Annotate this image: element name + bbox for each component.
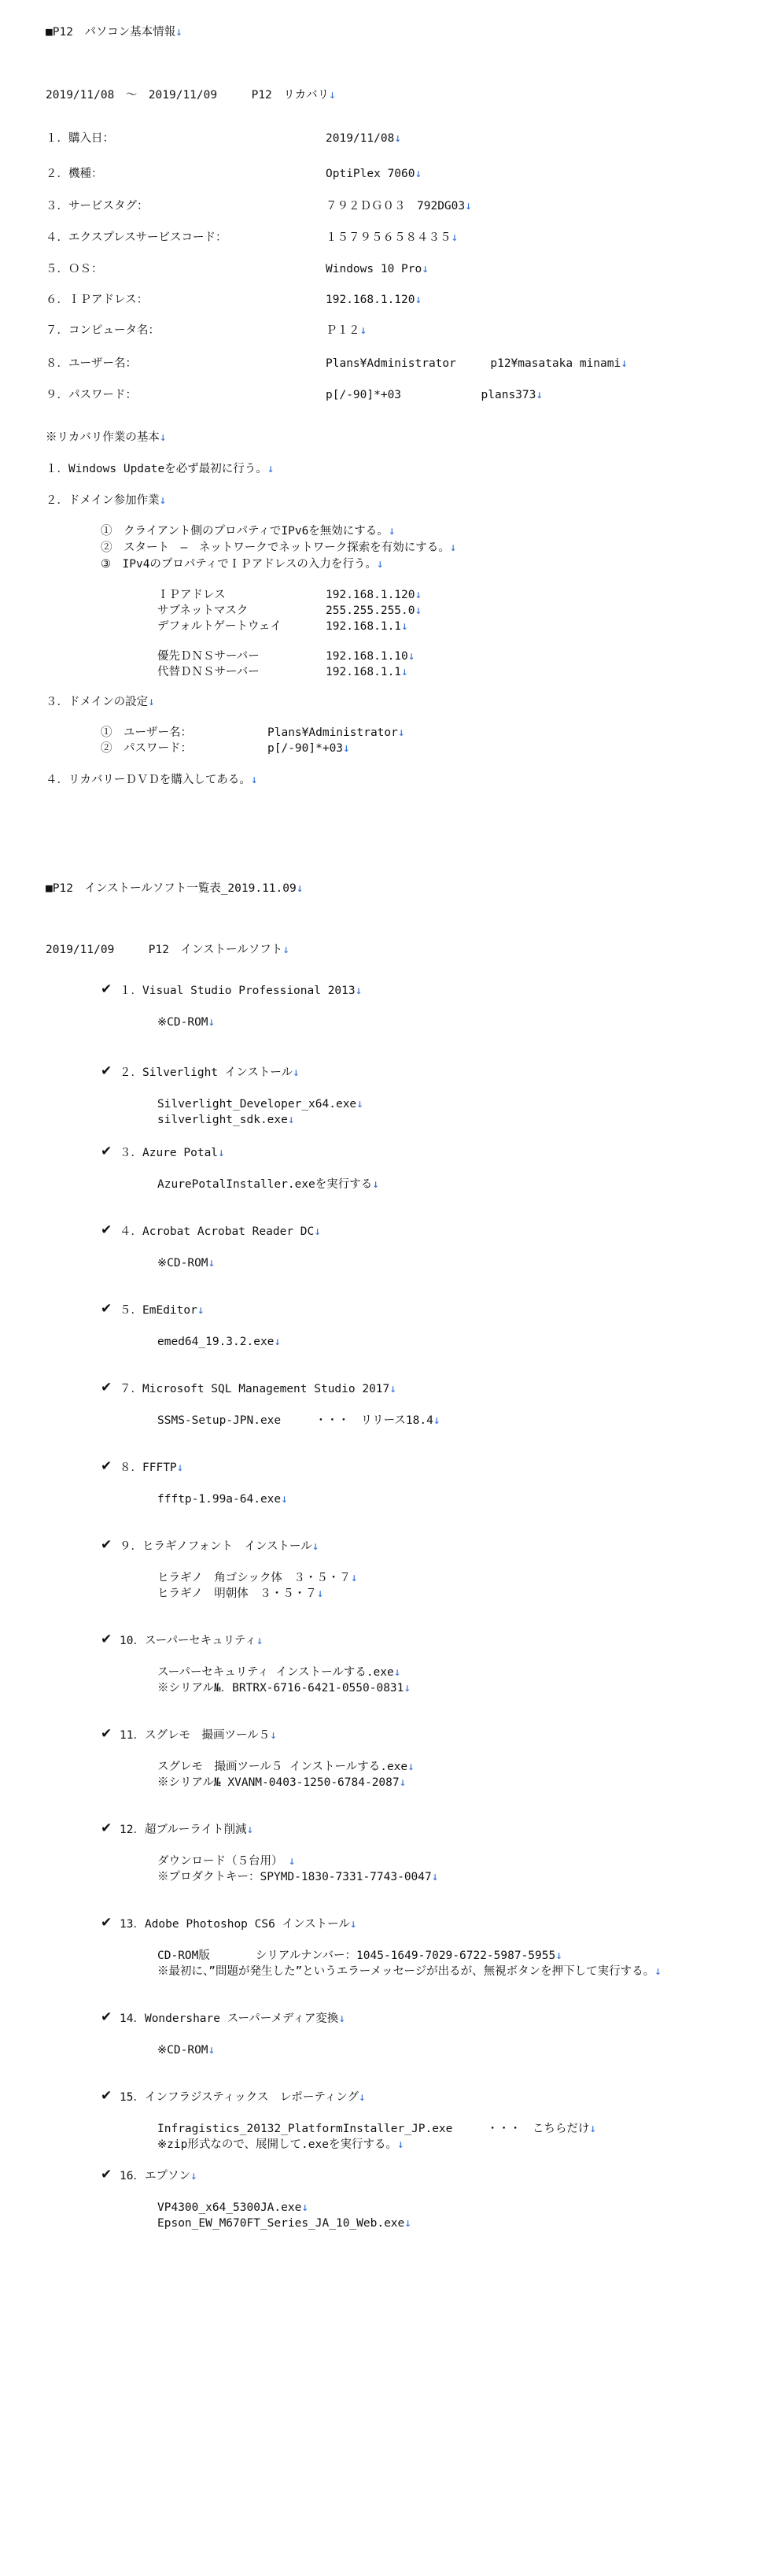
paragraph-return-mark-icon: ↓ xyxy=(350,1572,358,1584)
spec-label-text: ２．機種： xyxy=(46,168,103,180)
paragraph-return-mark-icon: ↓ xyxy=(431,1871,439,1883)
software-item-title xyxy=(120,1146,225,1160)
network-value xyxy=(326,619,408,634)
software-item-detail xyxy=(157,2216,411,2230)
spec-value-text: ７９２ＤＧ０３ 792DG03 xyxy=(326,200,466,213)
recovery-step-4 xyxy=(46,773,258,787)
paragraph-return-mark-icon: ↓ xyxy=(376,558,384,571)
paragraph-return-mark-icon: ↓ xyxy=(404,2217,412,2230)
paragraph-return-mark-icon: ↓ xyxy=(393,1666,401,1679)
paragraph-return-mark-icon: ↓ xyxy=(621,357,628,370)
paragraph-return-mark-icon: ↓ xyxy=(301,2201,309,2214)
spec-label xyxy=(46,167,103,181)
spec-label xyxy=(46,199,149,213)
paragraph-return-mark-icon: ↓ xyxy=(415,589,422,601)
network-label-text: 代替ＤＮＳサーバー xyxy=(157,666,260,678)
software-item-title xyxy=(120,984,362,998)
software-item-detail-text: emed64_19.3.2.exe xyxy=(157,1336,275,1348)
paragraph-return-mark-icon: ↓ xyxy=(208,1257,216,1270)
paragraph-return-mark-icon: ↓ xyxy=(433,1414,440,1427)
software-item-title xyxy=(120,2169,197,2183)
software-item-title-text: ５．EmEditor xyxy=(120,1304,197,1317)
paragraph-return-mark-icon: ↓ xyxy=(401,666,408,678)
software-item-detail-text: ヒラギノ 明朝体 ３・５・７ xyxy=(157,1587,317,1600)
network-label xyxy=(157,649,260,663)
domain-step-text: ① クライアント側のプロパティでIPv6を無効にする。 xyxy=(101,525,389,538)
network-value xyxy=(326,649,415,663)
network-label xyxy=(157,604,248,618)
software-item-detail-text: silverlight_sdk.exe xyxy=(157,1114,288,1126)
software-item-detail xyxy=(157,2122,596,2136)
software-item-detail xyxy=(157,1097,363,1111)
network-label xyxy=(157,665,260,679)
network-label-text: 優先ＤＮＳサーバー xyxy=(157,650,260,663)
software-item-title-text: 13．Adobe Photoshop CS6 インストール xyxy=(120,1918,350,1931)
section1-date-range xyxy=(46,88,336,102)
paragraph-return-mark-icon: ↓ xyxy=(449,541,457,554)
paragraph-return-mark-icon: ↓ xyxy=(311,1540,319,1553)
paragraph-return-mark-icon: ↓ xyxy=(256,1635,264,1647)
check-mark-icon xyxy=(101,1064,112,1078)
software-item-title-text: 11．スグレモ 撮画ツール５ xyxy=(120,1729,271,1742)
spec-value xyxy=(326,357,628,371)
recovery-heading xyxy=(46,431,167,445)
section1-heading-text: ■P12 パソコン基本情報 xyxy=(46,26,176,39)
network-label-text: サブネットマスク xyxy=(157,604,249,617)
check-mark-icon xyxy=(101,1459,112,1473)
paragraph-return-mark-icon: ↓ xyxy=(555,1950,562,1962)
software-item-detail xyxy=(157,1571,358,1585)
software-item-title-text: ２．Silverlight インストール xyxy=(120,1066,293,1079)
software-item-detail xyxy=(157,1414,440,1428)
software-item-detail xyxy=(157,1492,288,1506)
software-item-detail xyxy=(157,1760,415,1774)
check-mark-icon xyxy=(101,2010,112,2024)
software-item-title-text: 14．Wondershare スーパーメディア変換 xyxy=(120,2012,339,2025)
check-mark-icon-text: ✔ xyxy=(101,1537,112,1553)
spec-value-text: Ｐ１２ xyxy=(326,324,360,337)
paragraph-return-mark-icon: ↓ xyxy=(250,774,258,786)
recovery-heading-text: ※リカバリ作業の基本 xyxy=(46,431,160,444)
check-mark-icon xyxy=(101,1223,112,1237)
software-item-title xyxy=(120,1461,183,1475)
domain-step-text: ② スタート ― ネットワークでネットワーク探索を有効にする。 xyxy=(101,541,450,554)
software-item-detail xyxy=(157,1964,662,1979)
paragraph-return-mark-icon: ↓ xyxy=(349,1918,357,1931)
software-item-detail xyxy=(157,1665,400,1680)
software-item-detail xyxy=(157,1870,438,1884)
check-mark-icon-text: ✔ xyxy=(101,981,112,997)
spec-value xyxy=(326,167,422,181)
section2-date-line-text: 2019/11/09 P12 インストールソフト xyxy=(46,944,283,956)
software-item-detail-text: スグレモ 撮画ツール５ インストールする.exe xyxy=(157,1761,408,1773)
paragraph-return-mark-icon: ↓ xyxy=(293,1066,300,1079)
software-item-detail xyxy=(157,1113,295,1127)
check-mark-icon-text: ✔ xyxy=(101,1222,112,1238)
spec-label-text: ５．ＯＳ： xyxy=(46,263,103,275)
check-mark-icon xyxy=(101,982,112,996)
domain-setting-value-text: p[/-90]*+03 xyxy=(267,742,344,755)
paragraph-return-mark-icon: ↓ xyxy=(396,2138,404,2151)
paragraph-return-mark-icon: ↓ xyxy=(159,494,167,507)
network-value xyxy=(326,665,408,679)
recovery-step-3 xyxy=(46,695,155,709)
section2-heading-text: ■P12 インストールソフト一覧表_2019.11.09 xyxy=(46,882,297,895)
software-item-title-text: 12．超ブルーライト削減 xyxy=(120,1824,247,1836)
paragraph-return-mark-icon: ↓ xyxy=(288,1855,296,1868)
spec-label-text: ９．パスワード： xyxy=(46,389,137,401)
software-item-title xyxy=(120,2090,366,2105)
paragraph-return-mark-icon: ↓ xyxy=(358,2091,366,2104)
paragraph-return-mark-icon: ↓ xyxy=(388,525,396,538)
section2-heading xyxy=(46,881,303,896)
spec-value-text: １５７９５６５８４３５ xyxy=(326,231,452,244)
software-item-detail xyxy=(157,2138,404,2152)
domain-setting-label-text: ① ユーザー名： xyxy=(101,726,192,739)
spec-label-text: １．購入日： xyxy=(46,132,114,145)
check-mark-icon-text: ✔ xyxy=(101,1063,112,1079)
recovery-step-4-text: ４．リカバリーＤＶＤを購入してある。 xyxy=(46,774,251,786)
check-mark-icon-text: ✔ xyxy=(101,1915,112,1931)
spec-value-text: Windows 10 Pro xyxy=(326,263,422,275)
spec-value-text: OptiPlex 7060 xyxy=(326,168,415,180)
software-item-detail xyxy=(157,1681,411,1695)
check-mark-icon xyxy=(101,1144,112,1159)
spec-value xyxy=(326,293,422,307)
spec-label xyxy=(46,293,148,307)
network-value xyxy=(326,604,422,618)
software-item-detail xyxy=(157,1587,323,1601)
check-mark-icon xyxy=(101,1916,112,1930)
check-mark-icon xyxy=(101,1380,112,1395)
software-item-title xyxy=(120,1066,300,1080)
recovery-step-2 xyxy=(46,493,166,508)
paragraph-return-mark-icon: ↓ xyxy=(282,944,289,956)
software-item-detail-text: ダウンロード（５台用） xyxy=(157,1855,289,1868)
network-label-text: デフォルトゲートウェイ xyxy=(157,620,282,633)
check-mark-icon-text: ✔ xyxy=(101,2088,112,2104)
domain-setting-label xyxy=(101,741,192,756)
software-item-detail xyxy=(157,1015,215,1029)
network-label-text: ＩＰアドレス xyxy=(157,589,226,601)
spec-label xyxy=(46,323,160,338)
spec-label xyxy=(46,388,137,402)
paragraph-return-mark-icon: ↓ xyxy=(190,2170,197,2182)
software-item-title xyxy=(120,2012,345,2026)
software-item-title-text: ３．Azure Potal xyxy=(120,1147,219,1159)
paragraph-return-mark-icon: ↓ xyxy=(404,1682,411,1695)
spec-label-text: ８．ユーザー名： xyxy=(46,357,137,370)
software-item-detail-text: ※CD-ROM xyxy=(157,1016,208,1029)
check-mark-icon-text: ✔ xyxy=(101,1632,112,1647)
check-mark-icon xyxy=(101,1821,112,1835)
spec-value xyxy=(326,323,367,338)
software-item-detail-text: スーパーセキュリティ インストールする.exe xyxy=(157,1666,394,1679)
spec-label xyxy=(46,357,137,371)
paragraph-return-mark-icon: ↓ xyxy=(208,2044,216,2057)
software-item-detail xyxy=(157,1335,281,1349)
paragraph-return-mark-icon: ↓ xyxy=(159,431,167,444)
software-item-title xyxy=(120,1634,264,1648)
paragraph-return-mark-icon: ↓ xyxy=(372,1178,380,1191)
software-item-title xyxy=(120,1539,319,1554)
recovery-step-1 xyxy=(46,462,274,476)
paragraph-return-mark-icon: ↓ xyxy=(329,89,336,102)
spec-value xyxy=(326,231,458,245)
spec-label-text: ３．サービスタグ： xyxy=(46,200,149,213)
network-value-text: 192.168.1.1 xyxy=(326,666,402,678)
domain-setting-label xyxy=(101,726,192,740)
recovery-step-1-text: １．Windows Updateを必ず最初に行う。 xyxy=(46,463,267,475)
paragraph-return-mark-icon: ↓ xyxy=(399,1776,407,1789)
domain-step xyxy=(101,557,384,571)
network-value-text: 192.168.1.120 xyxy=(326,589,415,601)
software-item-detail-text: Infragistics_20132_PlatformInstaller_JP.exe ・・・ こちらだけ xyxy=(157,2123,590,2135)
check-mark-icon xyxy=(101,1302,112,1316)
domain-setting-value-text: Plans¥Administrator xyxy=(267,726,398,739)
software-item-detail xyxy=(157,1776,406,1790)
domain-setting-value xyxy=(267,741,350,756)
section2-date-line xyxy=(46,943,289,957)
software-item-detail-text: ※CD-ROM xyxy=(157,1257,208,1270)
software-item-detail-text: Epson_EW_M670FT_Series_JA_10_Web.exe xyxy=(157,2217,405,2230)
spec-value xyxy=(326,131,401,146)
paragraph-return-mark-icon: ↓ xyxy=(415,168,422,180)
section1-date-range-text: 2019/11/08 ～ 2019/11/09 P12 リカバリ xyxy=(46,89,330,102)
spec-label-text: ６．ＩＰアドレス： xyxy=(46,294,149,306)
paragraph-return-mark-icon: ↓ xyxy=(397,726,405,739)
spec-value xyxy=(326,388,543,402)
software-item-detail-text: VP4300_x64_5300JA.exe xyxy=(157,2201,302,2214)
check-mark-icon xyxy=(101,1632,112,1646)
paragraph-return-mark-icon: ↓ xyxy=(316,1587,324,1600)
software-item-detail-text: ヒラギノ 角ゴシック体 ３・５・７ xyxy=(157,1572,351,1584)
check-mark-icon-text: ✔ xyxy=(101,2009,112,2025)
paragraph-return-mark-icon: ↓ xyxy=(274,1336,282,1348)
domain-setting-label-text: ② パスワード： xyxy=(101,742,192,755)
check-mark-icon xyxy=(101,2168,112,2182)
software-item-detail-text: CD-ROM版 シリアルナンバー：1045-1649-7029-6722-5987-5955 xyxy=(157,1950,556,1962)
software-item-detail-text: ※プロダクトキー：SPYMD-1830-7331-7743-0047 xyxy=(157,1871,432,1883)
software-item-detail xyxy=(157,1949,562,1963)
software-item-title xyxy=(120,1303,205,1318)
software-item-detail-text: ※最初に、”問題が発生した”というエラーメッセージが出るが、無視ボタンを押下して実行する。 xyxy=(157,1965,655,1978)
paragraph-return-mark-icon: ↓ xyxy=(267,463,275,475)
domain-setting-value xyxy=(267,726,405,740)
spec-label-text: ４．エクスプレスサービスコード： xyxy=(46,231,227,244)
paragraph-return-mark-icon: ↓ xyxy=(246,1824,254,1836)
paragraph-return-mark-icon: ↓ xyxy=(407,650,415,663)
paragraph-return-mark-icon: ↓ xyxy=(270,1729,277,1742)
software-item-detail-text: ※シリアル№．BRTRX-6716-6421-0550-0831 xyxy=(157,1682,404,1695)
paragraph-return-mark-icon: ↓ xyxy=(394,132,402,145)
software-item-detail-text: ffftp-1.99a-64.exe xyxy=(157,1493,282,1506)
paragraph-return-mark-icon: ↓ xyxy=(589,2123,597,2135)
paragraph-return-mark-icon: ↓ xyxy=(208,1016,216,1029)
software-item-title-text: 16．エプソン xyxy=(120,2170,190,2182)
spec-value xyxy=(326,262,429,276)
section1-heading xyxy=(46,25,182,39)
software-item-detail-text: Silverlight_Developer_x64.exe xyxy=(157,1098,357,1111)
paragraph-return-mark-icon: ↓ xyxy=(175,26,182,39)
paragraph-return-mark-icon: ↓ xyxy=(281,1493,288,1506)
recovery-step-3-text: ３．ドメインの設定 xyxy=(46,696,149,708)
domain-step xyxy=(101,541,456,555)
software-item-detail xyxy=(157,1256,215,1270)
check-mark-icon-text: ✔ xyxy=(101,2167,112,2182)
check-mark-icon-text: ✔ xyxy=(101,1820,112,1836)
software-item-title-text: ７．Microsoft SQL Management Studio 2017 xyxy=(120,1383,390,1395)
software-item-detail xyxy=(157,1177,379,1192)
spec-label xyxy=(46,262,103,276)
paragraph-return-mark-icon: ↓ xyxy=(296,882,304,895)
paragraph-return-mark-icon: ↓ xyxy=(415,294,422,306)
software-item-title-text: ９．ヒラギノフォント インストール xyxy=(120,1540,312,1553)
software-item-title-text: 15．インフラジスティックス レポーティング xyxy=(120,2091,359,2104)
software-item-detail-text: ※CD-ROM xyxy=(157,2044,208,2057)
spec-label xyxy=(46,131,114,146)
paragraph-return-mark-icon: ↓ xyxy=(465,200,472,213)
network-value-text: 192.168.1.1 xyxy=(326,620,402,633)
software-item-title-text: ８．FFFTP xyxy=(120,1462,177,1474)
software-item-title xyxy=(120,1225,321,1239)
spec-value-text: p[/-90]*+03 plans373 xyxy=(326,389,536,401)
check-mark-icon-text: ✔ xyxy=(101,1301,112,1317)
check-mark-icon-text: ✔ xyxy=(101,1458,112,1474)
spec-label-text: ７．コンピュータ名： xyxy=(46,324,160,337)
software-item-detail xyxy=(157,2043,215,2057)
paragraph-return-mark-icon: ↓ xyxy=(422,263,429,275)
software-item-title-text: １．Visual Studio Professional 2013 xyxy=(120,985,356,997)
spec-value xyxy=(326,199,472,213)
paragraph-return-mark-icon: ↓ xyxy=(343,742,350,755)
software-item-detail xyxy=(157,1854,295,1868)
paragraph-return-mark-icon: ↓ xyxy=(356,1098,363,1111)
paragraph-return-mark-icon: ↓ xyxy=(148,696,155,708)
paragraph-return-mark-icon: ↓ xyxy=(355,985,363,997)
software-item-title-text: 10．スーパーセキュリティ xyxy=(120,1635,256,1647)
paragraph-return-mark-icon: ↓ xyxy=(176,1462,184,1474)
check-mark-icon xyxy=(101,1538,112,1552)
check-mark-icon-text: ✔ xyxy=(101,1144,112,1159)
paragraph-return-mark-icon: ↓ xyxy=(359,324,367,337)
paragraph-return-mark-icon: ↓ xyxy=(314,1225,321,1238)
software-item-title xyxy=(120,1382,396,1396)
spec-value-text: 2019/11/08 xyxy=(326,132,395,145)
check-mark-icon-text: ✔ xyxy=(101,1726,112,1742)
paragraph-return-mark-icon: ↓ xyxy=(338,2012,346,2025)
check-mark-icon xyxy=(101,1727,112,1741)
software-item-detail xyxy=(157,2201,308,2215)
network-value xyxy=(326,588,422,602)
software-item-title-text: ４．Acrobat Acrobat Reader DC xyxy=(120,1225,315,1238)
spec-value-text: Plans¥Administrator p12¥masataka minami xyxy=(326,357,621,370)
software-item-detail-text: ※シリアル№ XVANM-0403-1250-6784-2087 xyxy=(157,1776,400,1789)
check-mark-icon xyxy=(101,2089,112,2103)
domain-step xyxy=(101,524,396,538)
paragraph-return-mark-icon: ↓ xyxy=(415,604,422,617)
paragraph-return-mark-icon: ↓ xyxy=(197,1304,205,1317)
spec-value-text: 192.168.1.120 xyxy=(326,294,415,306)
network-value-text: 255.255.255.0 xyxy=(326,604,415,617)
software-item-detail-text: ※zip形式なので、展開して.exeを実行する。 xyxy=(157,2138,397,2151)
paragraph-return-mark-icon: ↓ xyxy=(654,1965,662,1978)
check-mark-icon-text: ✔ xyxy=(101,1380,112,1395)
software-item-detail-text: SSMS-Setup-JPN.exe ・・・ リリース18.4 xyxy=(157,1414,433,1427)
paragraph-return-mark-icon: ↓ xyxy=(287,1114,295,1126)
domain-step-text: ③ IPv4のプロパティでＩＰアドレスの入力を行う。 xyxy=(101,558,377,571)
network-label xyxy=(157,619,282,634)
network-label xyxy=(157,588,226,602)
software-item-detail-text: AzurePotalInstaller.exeを実行する xyxy=(157,1178,373,1191)
network-value-text: 192.168.1.10 xyxy=(326,650,408,663)
software-item-title xyxy=(120,1917,357,1931)
spec-label xyxy=(46,231,227,245)
paragraph-return-mark-icon: ↓ xyxy=(389,1383,397,1395)
paragraph-return-mark-icon: ↓ xyxy=(401,620,408,633)
paragraph-return-mark-icon: ↓ xyxy=(218,1147,225,1159)
paragraph-return-mark-icon: ↓ xyxy=(451,231,459,244)
paragraph-return-mark-icon: ↓ xyxy=(536,389,544,401)
software-item-title xyxy=(120,1728,277,1743)
recovery-step-2-text: ２．ドメイン参加作業 xyxy=(46,494,160,507)
paragraph-return-mark-icon: ↓ xyxy=(407,1761,415,1773)
software-item-title xyxy=(120,1823,253,1837)
